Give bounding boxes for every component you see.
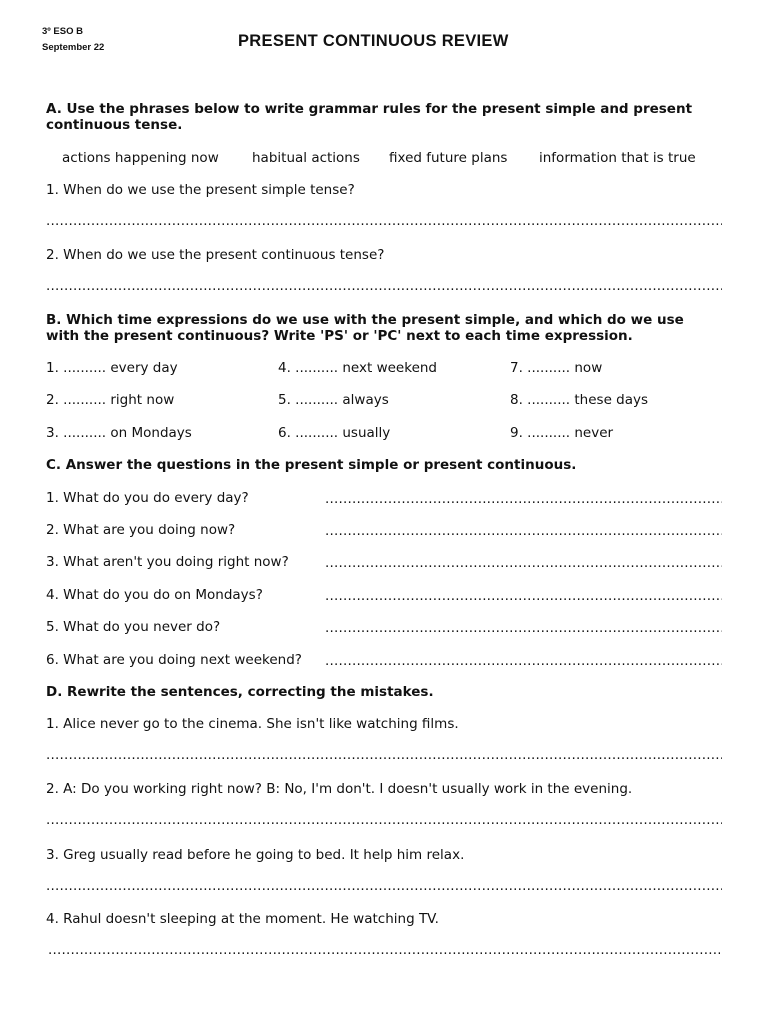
question-c2: 2. What are you doing now? (46, 522, 236, 538)
time-expression-item[interactable]: 1. .......... every day (46, 360, 178, 376)
question-c5: 5. What do you never do? (46, 619, 221, 635)
answer-line-c3[interactable] (325, 554, 722, 572)
phrase-item: information that is true (539, 150, 696, 166)
answer-line-d2[interactable] (46, 811, 722, 829)
answer-line-c5[interactable] (325, 619, 722, 637)
question-a1: 1. When do we use the present simple tense? (46, 182, 355, 198)
phrase-item: fixed future plans (389, 150, 508, 166)
time-expression-item[interactable]: 5. .......... always (278, 392, 389, 408)
section-d-heading: D. Rewrite the sentences, correcting the mistakes. (46, 684, 434, 700)
time-expression-item[interactable]: 4. .......... next weekend (278, 360, 437, 376)
phrase-item: habitual actions (252, 150, 360, 166)
section-b-heading (46, 312, 736, 344)
time-expression-item[interactable]: 8. .......... these days (510, 392, 649, 408)
question-c6: 6. What are you doing next weekend? (46, 652, 302, 668)
question-c1: 1. What do you do every day? (46, 490, 249, 506)
answer-line-c2[interactable] (325, 522, 722, 540)
date-label: September 22 (42, 42, 105, 53)
time-expression-item[interactable]: 6. .......... usually (278, 425, 391, 441)
section-c-heading: C. Answer the questions in the present simple or present continuous. (46, 457, 577, 473)
answer-line-a1[interactable] (46, 212, 722, 230)
answer-line-c1[interactable] (325, 490, 722, 508)
answer-line-c6[interactable] (325, 652, 722, 670)
answer-line-c4[interactable] (325, 587, 722, 605)
time-expression-item[interactable]: 2. .......... right now (46, 392, 175, 408)
question-a2: 2. When do we use the present continuous tense? (46, 247, 385, 263)
section-b-heading-line2: with the present continuous? Write 'PS' or 'PC' next to each time expression. (46, 328, 633, 344)
sentence-d4: 4. Rahul doesn't sleeping at the moment. He watching TV. (46, 911, 439, 927)
page-title: PRESENT CONTINUOUS REVIEW (238, 32, 509, 50)
class-label: 3º ESO B (42, 26, 83, 37)
section-a-heading-line1: A. Use the phrases below to write grammar rules for the present simple and present (46, 101, 693, 117)
phrase-item: actions happening now (62, 150, 219, 166)
section-a-heading-line2: continuous tense. (46, 117, 183, 133)
answer-line-d1[interactable] (46, 746, 722, 764)
question-c3: 3. What aren't you doing right now? (46, 554, 289, 570)
section-b-heading-line1: B. Which time expressions do we use with the present simple, and which do we use (46, 312, 684, 328)
sentence-d3: 3. Greg usually read before he going to bed. It help him relax. (46, 847, 465, 863)
section-a-heading (46, 101, 736, 133)
time-expression-item[interactable]: 7. .......... now (510, 360, 603, 376)
question-c4: 4. What do you do on Mondays? (46, 587, 263, 603)
time-expression-item[interactable]: 3. .......... on Mondays (46, 425, 192, 441)
answer-line-a2[interactable] (46, 277, 722, 295)
time-expression-item[interactable]: 9. .......... never (510, 425, 614, 441)
answer-line-d4[interactable] (48, 941, 720, 959)
sentence-d2: 2. A: Do you working right now? B: No, I'm don't. I doesn't usually work in the evening. (46, 781, 633, 797)
answer-line-d3[interactable] (46, 877, 722, 895)
sentence-d1: 1. Alice never go to the cinema. She isn't like watching films. (46, 716, 459, 732)
